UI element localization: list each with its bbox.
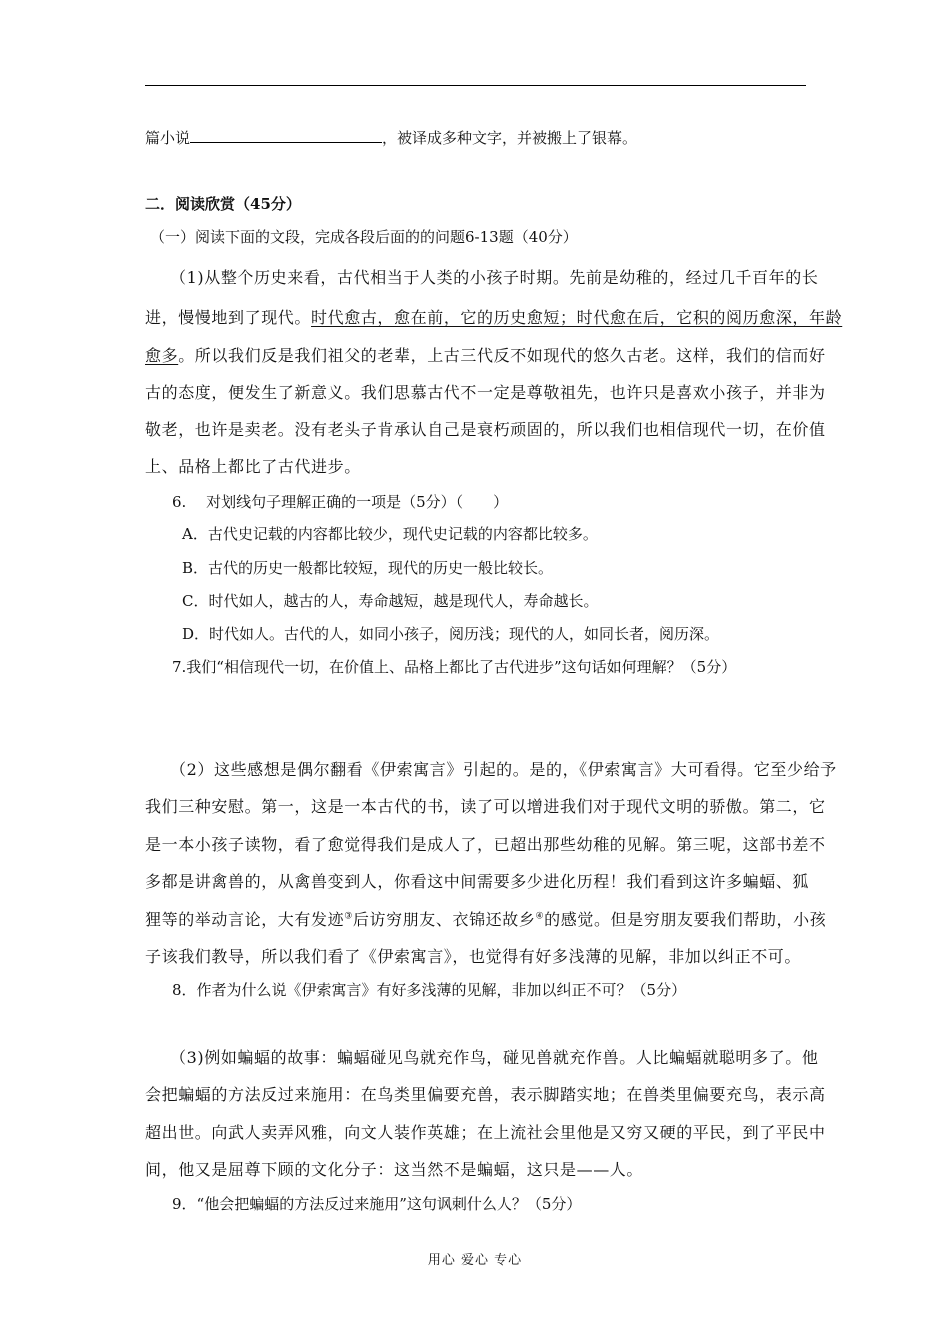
subsection-title: （一）阅读下面的文段，完成各段后面的的问题6-13题（40分） <box>150 228 578 246</box>
section-title: 二．阅读欣赏（45分） <box>145 195 301 213</box>
underlined-sentence-end: 愈多 <box>145 346 179 365</box>
para3-line1: （3)例如蝙蝠的故事：蝙蝠碰见鸟就充作鸟，碰见兽就充作兽。人比蝙蝠就聪明多了。他 <box>170 1048 819 1067</box>
question-6: 6. 对划线句子理解正确的一项是（5分）（ ） <box>172 493 509 511</box>
para1-line3 <box>145 346 826 366</box>
q6-option-c[interactable]: C．时代如人，越古的人，寿命越短，越是现代人，寿命越长。 <box>182 592 599 610</box>
para1-line1: （1)从整个历史来看，古代相当于人类的小孩子时期。先前是幼稚的，经过几千百年的长 <box>170 268 819 287</box>
para3-line4: 间，他又是屈尊下顾的文化分子：这当然不是蝙蝠，这只是——人。 <box>145 1160 644 1179</box>
para2-text: 后访穷朋友、衣锦还故乡 <box>352 910 536 929</box>
header-rule <box>145 85 806 86</box>
page-footer: 用心 爱心 专心 <box>427 1253 523 1268</box>
para2-line2: 我们三种安慰。第一，这是一本古代的书，读了可以增进我们对于现代文明的骄傲。第二，它 <box>145 797 826 816</box>
question-7: 7.我们“相信现代一切，在价值上、品格上都比了古代进步”这句话如何理解？（5分） <box>172 658 737 676</box>
para3-line2: 会把蝙蝠的方法反过来施用：在鸟类里偏要充兽，表示脚踏实地；在兽类里偏要充鸟，表示高 <box>145 1085 826 1104</box>
intro-suffix: ，被译成多种文字，并被搬上了银幕。 <box>382 129 638 147</box>
q6-option-a[interactable]: A．古代史记载的内容都比较少，现代史记载的内容都比较多。 <box>182 525 598 543</box>
para1-line6: 上、品格上都比了古代进步。 <box>145 457 361 476</box>
para2-line3: 是一本小孩子读物，看了愈觉得我们是成人了，已超出那些幼稚的见解。第三呢，这部书差不 <box>145 835 826 854</box>
q6-option-d[interactable]: D．时代如人。古代的人，如同小孩子，阅历浅；现代的人，如同长者，阅历深。 <box>182 625 720 643</box>
para2-line6: 子该我们教导，所以我们看了《伊索寓言》，也觉得有好多浅薄的见解，非加以纠正不可。 <box>145 947 802 966</box>
intro-prefix: 篇小说 <box>145 129 191 147</box>
para2-line1: （2）这些感想是偶尔翻看《伊索寓言》引起的。是的，《伊索寓言》大可看得。它至少给予 <box>170 760 837 779</box>
para1-line2 <box>145 308 843 328</box>
para2-line5 <box>145 910 827 930</box>
para2-text: 的感觉。但是穷朋友要我们帮助，小孩 <box>544 910 827 929</box>
para2-line4: 多都是讲禽兽的，从禽兽变到人，你看这中间需要多少进化历程！我们看到这许多蝙蝠、狐 <box>145 872 810 891</box>
question-8: 8．作者为什么说《伊索寓言》有好多浅薄的见解，非加以纠正不可？（5分） <box>172 981 687 999</box>
para3-line3: 超出世。向武人卖弄风雅，向文人装作英雄；在上流社会里他是又穷又硬的平民，到了平民中 <box>145 1123 826 1142</box>
question-9: 9．“他会把蝙蝠的方法反过来施用”这句讽刺什么人？（5分） <box>172 1195 582 1213</box>
footnote-marker-4: ④ <box>535 911 545 922</box>
para1-text: 进，慢慢地到了现代。 <box>145 308 312 327</box>
underlined-sentence: 时代愈古，愈在前，它的历史愈短；时代愈在后，它积的阅历愈深，年龄 <box>311 308 843 327</box>
para1-line5: 敬老，也许是卖老。没有老头子肯承认自己是衰朽顽固的，所以我们也相信现代一切，在价值 <box>145 420 826 439</box>
intro-line <box>145 127 815 148</box>
para2-text: 狸等的举动言论，大有发迹 <box>145 910 345 929</box>
q6-option-b[interactable]: B．古代的历史一般都比较短，现代的历史一般比较长。 <box>182 559 554 577</box>
fill-in-blank[interactable] <box>190 127 382 143</box>
para1-text: 。所以我们反是我们祖父的老辈，上古三代反不如现代的悠久古老。这样，我们的信而好 <box>178 346 826 365</box>
para1-line4: 古的态度，便发生了新意义。我们思慕古代不一定是尊敬祖先，也许只是喜欢小孩子，并非为 <box>145 383 826 402</box>
footnote-marker-3: ③ <box>344 911 353 922</box>
